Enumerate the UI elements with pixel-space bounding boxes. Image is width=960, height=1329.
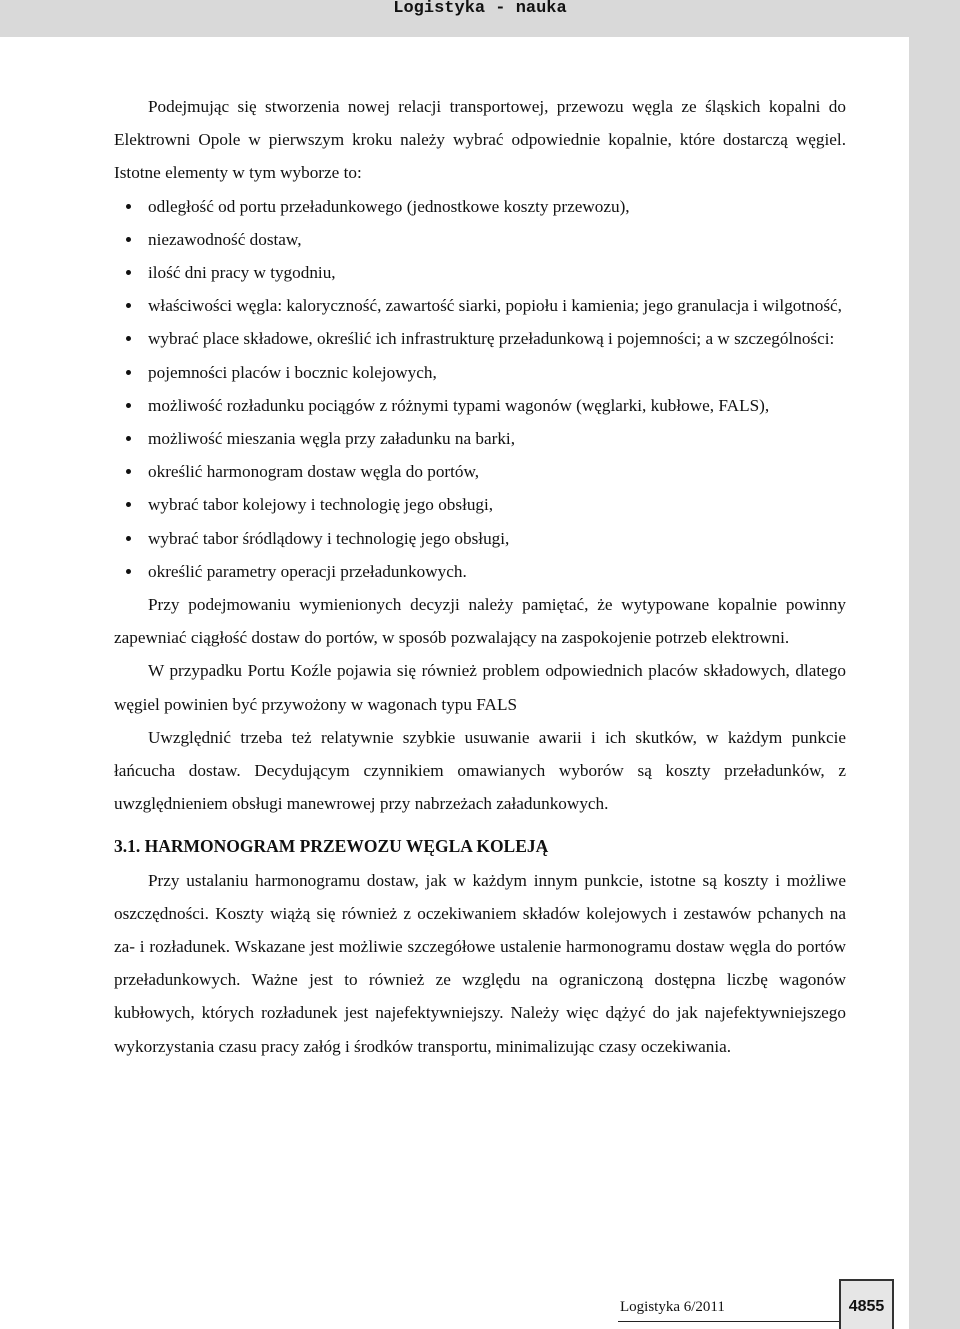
paragraph-3: W przypadku Portu Koźle pojawia się również problem odpowiednich placów składowych, dlatego węgiel powinien być przywożony w wagonach typu FALS xyxy=(114,661,846,714)
page-side-margin xyxy=(909,37,960,1329)
list-item-text: wybrać place składowe, określić ich infrastrukturę przeładunkową i pojemności; a w szczególności: xyxy=(148,329,835,349)
running-header-title: Logistyka - nauka xyxy=(393,0,567,18)
list-item-text: niezawodność dostaw, xyxy=(148,229,302,249)
list-item-text: wybrać tabor śródlądowy i technologię jego obsługi, xyxy=(148,528,510,548)
section-heading: 3.1. HARMONOGRAM PRZEWOZU WĘGLA KOLEJĄ xyxy=(114,836,549,857)
list-item xyxy=(114,389,846,422)
list-item-text: możliwość mieszania węgla przy załadunku na barki, xyxy=(148,429,516,449)
list-item xyxy=(114,356,846,389)
bullet-icon xyxy=(126,336,131,341)
list-item xyxy=(114,190,846,223)
list-item xyxy=(114,522,846,555)
page-number: 4855 xyxy=(848,1298,885,1315)
paragraph-intro: Podejmując się stworzenia nowej relacji transportowej, przewozu węgla ze śląskich kopalni do Elektrowni Opole w pierwszym kroku należy wybrać odpowiednie kopalnie, które dostarczą węgiel. Istotne elementy w tym wyborze to: xyxy=(114,97,846,183)
list-item xyxy=(114,555,846,588)
list-item-text: odległość od portu przeładunkowego (jednostkowe koszty przewozu), xyxy=(148,196,630,216)
list-item xyxy=(114,223,846,256)
bullet-icon xyxy=(126,204,131,209)
list-item-text: wybrać tabor kolejowy i technologię jego obsługi, xyxy=(148,495,494,515)
bullet-icon xyxy=(126,469,131,474)
footer-journal: Logistyka 6/2011 xyxy=(620,1299,725,1315)
list-item-text: możliwość rozładunku pociągów z różnymi typami wagonów (węglarki, kubłowe, FALS), xyxy=(148,395,770,415)
paragraph-4: Uwzględnić trzeba też relatywnie szybkie usuwanie awarii i ich skutków, w każdym punkcie łańcucha dostaw. Decydującym czynnikiem omawianych wyborów są koszty przeładunków, z uwzględnieniem obsługi manewrowej przy nabrzeżach załadunkowych. xyxy=(114,727,846,814)
list-item-text: właściwości węgla: kaloryczność, zawartość siarki, popiołu i kamienia; jego granulacja i wilgotność, xyxy=(148,296,842,316)
paragraph-2: Przy podejmowaniu wymienionych decyzji należy pamiętać, że wytypowane kopalnie powinny zapewniać ciągłość dostaw do portów, w sposób pozwalający na zaspokojenie potrzeb elektrowni. xyxy=(114,595,846,648)
list-item-text: pojemności placów i bocznic kolejowych, xyxy=(148,362,437,382)
list-item xyxy=(114,455,846,488)
list-item-text: ilość dni pracy w tygodniu, xyxy=(148,263,336,283)
bullet-icon xyxy=(126,270,131,275)
bullet-icon xyxy=(126,403,131,408)
running-header xyxy=(0,0,960,37)
list-item-text: określić parametry operacji przeładunkowych. xyxy=(148,561,467,581)
bullet-icon xyxy=(126,303,131,308)
list-item xyxy=(114,422,846,455)
bullet-icon xyxy=(126,436,131,441)
bullet-icon xyxy=(126,569,131,574)
list-item xyxy=(114,256,846,289)
page-number-box xyxy=(839,1279,894,1329)
bullet-icon xyxy=(126,502,131,507)
article-body xyxy=(114,90,846,1063)
bullet-list xyxy=(114,190,846,588)
bullet-icon xyxy=(126,536,131,541)
bullet-icon xyxy=(126,237,131,242)
list-item xyxy=(114,289,846,322)
list-item-text: określić harmonogram dostaw węgla do portów, xyxy=(148,462,480,482)
bullet-icon xyxy=(126,370,131,375)
list-item xyxy=(114,488,846,521)
list-item xyxy=(114,322,846,355)
paragraph-5: Przy ustalaniu harmonogramu dostaw, jak w każdym innym punkcie, istotne są koszty i możliwe oszczędności. Koszty wiążą się również z oczekiwaniem składów kolejowych i zestawów pchanych na za- i rozładunek. Wskazane jest możliwie szczegółowe ustalenie harmonogramu dostaw węgla do portów przeładunkowych. Ważne jest to również ze względu na ograniczoną dostępna liczbę wagonów kubłowych, których rozładunek jest najefektywniejszy. Należy więc dążyć do jak najefektywniejszego wykorzystania czasu pracy załóg i środków transportu, minimalizując czasy oczekiwania. xyxy=(114,870,846,1056)
